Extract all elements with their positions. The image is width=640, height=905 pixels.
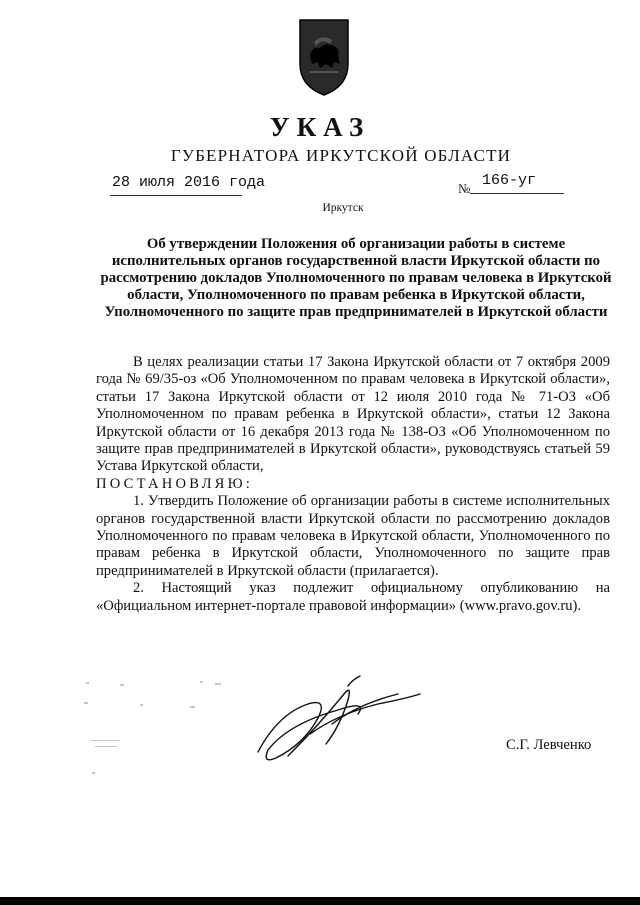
document-body: [96, 354, 610, 615]
document-city: Иркутск: [322, 202, 364, 214]
date-underline: [110, 195, 242, 196]
document-heading: Об утверждении Положения об организации работы в системе исполнительных органов государственной власти Иркутской области по рассмотрению докладов Уполномоченного по правам человека в Иркутской области, Уполномоченного по правам ребенка в Иркутской области, Уполномоченного по защите прав предпринимателей в Иркутской области: [100, 236, 612, 320]
coat-of-arms-icon: [296, 16, 352, 98]
document-date: 28 июля 2016 года: [112, 174, 266, 191]
preamble-paragraph: В целях реализации статьи 17 Закона Иркутской области от 7 октября 2009 года № 69/35-оз «Об Уполномоченном по правам человека в Иркутской области», статьи 17 Закона Иркутской области от 12 июля 2010 года № 71-ОЗ «Об Уполномоченном по правам ребенка в Иркутской области», статьи 12 Закона Иркутской области от 16 декабря 2013 года № 138-ОЗ «Об Уполномоченном по защите прав предпринимателей в Иркутской области», руководствуясь статьей 59 Устава Иркутской области,: [96, 354, 610, 475]
decree-item-2: 2. Настоящий указ подлежит официальному опубликованию на «Официальном интернет-портале правовой информации» (www.pravo.gov.ru).: [96, 580, 610, 614]
faint-stamp-marks: [80, 680, 250, 790]
scan-bottom-edge: [0, 897, 640, 905]
handwritten-signature: [248, 674, 426, 766]
decree-word: ПОСТАНОВЛЯЮ:: [96, 475, 254, 492]
document-subtitle: ГУБЕРНАТОРА ИРКУТСКОЙ ОБЛАСТИ: [170, 146, 512, 165]
signer-name: С.Г. Левченко: [506, 737, 592, 753]
number-sign: №: [458, 181, 471, 196]
number-underline: [470, 193, 564, 194]
document-number: 166-уг: [482, 172, 537, 189]
document-title: УКАЗ: [269, 112, 371, 142]
decree-item-1: 1. Утвердить Положение об организации работы в системе исполнительных органов государственной власти Иркутской области по рассмотрению докладов Уполномоченного по правам человека в Иркутской области, Уполномоченного по правам ребенка в Иркутской области, Уполномоченного по защите прав предпринимателей в Иркутской области (прилагается).: [96, 493, 610, 579]
